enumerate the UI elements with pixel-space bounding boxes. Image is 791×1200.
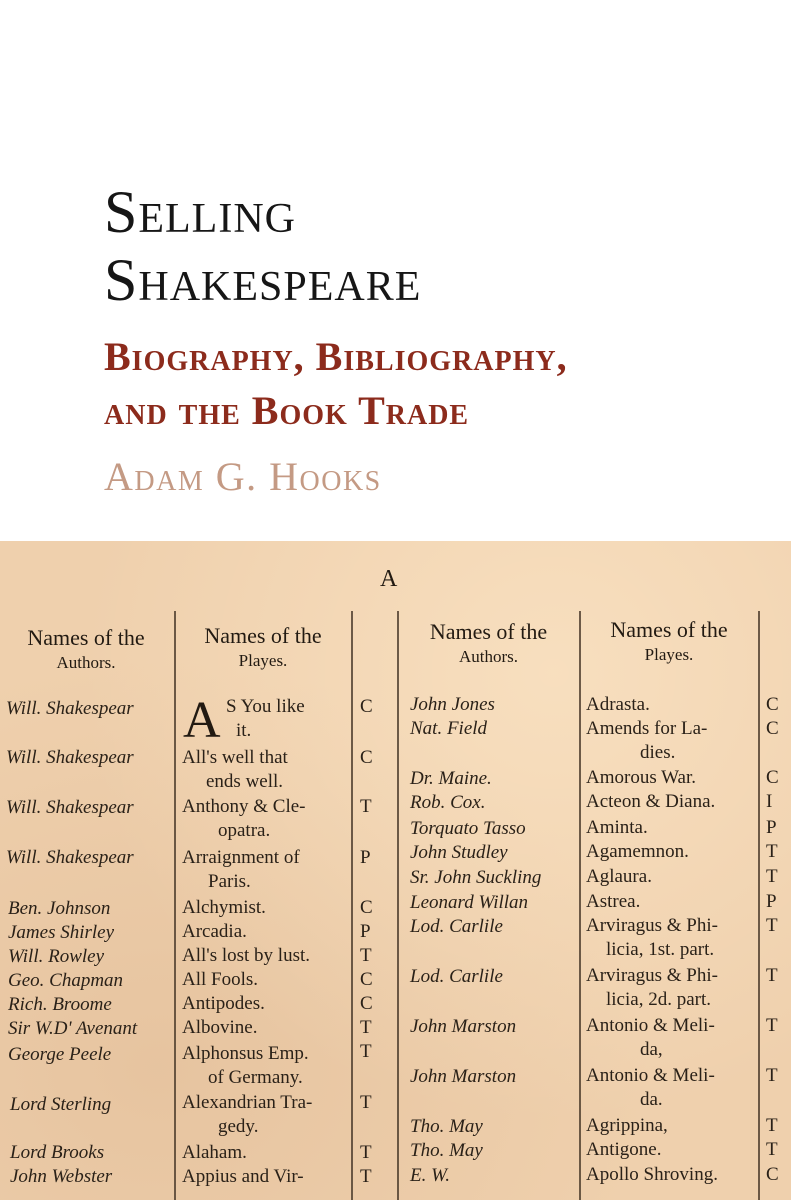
genre-code: C: [360, 897, 373, 918]
author-entry: George Peele: [8, 1044, 112, 1065]
author-entry: Will. Rowley: [8, 946, 105, 967]
header-line: Authors.: [458, 647, 519, 666]
play-entry: da.: [640, 1089, 663, 1110]
cover-title-panel: [0, 0, 791, 541]
header-line: Playes.: [644, 645, 694, 664]
play-entry: da,: [640, 1039, 663, 1060]
header-line: Names of the: [204, 623, 322, 648]
author-entry: E. W.: [410, 1165, 450, 1186]
genre-code: T: [360, 1017, 372, 1038]
play-entry: Arviragus & Phi-: [586, 915, 718, 936]
author-entry: Lord Sterling: [10, 1094, 112, 1115]
author-entry: Lod. Carlile: [410, 916, 503, 937]
play-entry: opatra.: [218, 820, 271, 841]
genre-code: C: [360, 969, 373, 990]
column-header-playes: [177, 623, 349, 673]
play-entry: All's lost by lust.: [182, 945, 310, 966]
author-entry: Rich. Broome: [8, 994, 112, 1015]
author-entry: John Studley: [410, 842, 508, 863]
author-entry: Tho. May: [410, 1140, 483, 1161]
genre-code: T: [360, 945, 372, 966]
play-entry: Antonio & Meli-: [586, 1015, 715, 1036]
play-entry: licia, 1st. part.: [606, 939, 715, 960]
author-entry: Leonard Willan: [410, 892, 529, 913]
author-entry: James Shirley: [8, 922, 115, 943]
play-entry: Arcadia.: [182, 921, 247, 942]
genre-code: C: [360, 993, 373, 1014]
page-signature: A: [380, 566, 398, 592]
author-entry: Tho. May: [410, 1116, 483, 1137]
column-rule: [579, 611, 581, 1200]
genre-code: T: [766, 915, 778, 936]
book-subtitle-line-2: and the Book Trade: [104, 388, 470, 433]
author-entry: Will. Shakespear: [6, 747, 134, 768]
genre-code: C: [766, 1164, 779, 1185]
genre-code: C: [360, 696, 373, 717]
genre-code: T: [766, 1139, 778, 1160]
column-rule: [174, 611, 176, 1200]
header-line: Names of the: [27, 625, 145, 650]
genre-code: C: [766, 718, 779, 739]
play-entry: Agrippina,: [586, 1115, 668, 1136]
genre-code: T: [360, 1092, 372, 1113]
play-entry: S You like: [226, 696, 305, 717]
author-entry: Dr. Maine.: [410, 768, 492, 789]
genre-code: T: [360, 1142, 372, 1163]
genre-code: P: [766, 891, 777, 912]
play-entry: All Fools.: [182, 969, 259, 990]
play-entry: Antipodes.: [182, 993, 265, 1014]
play-entry: All's well that: [182, 747, 288, 768]
genre-code: T: [360, 1166, 372, 1187]
author-entry: Lord Brooks: [10, 1142, 105, 1163]
play-entry: Alchymist.: [182, 897, 266, 918]
genre-code: P: [360, 847, 371, 868]
genre-code: T: [766, 1065, 778, 1086]
column-rule: [351, 611, 353, 1200]
header-line: Playes.: [238, 651, 288, 670]
author-entry: Geo. Chapman: [8, 970, 124, 991]
column-header-authors: [0, 625, 172, 675]
genre-code: I: [766, 791, 773, 812]
play-entry: Alphonsus Emp.: [182, 1043, 309, 1064]
author-entry: John Jones: [410, 694, 495, 715]
play-entry: Antonio & Meli-: [586, 1065, 715, 1086]
genre-code: T: [766, 841, 778, 862]
book-subtitle-line-1: Biography, Bibliography,: [104, 334, 568, 379]
play-entry: Amends for La-: [586, 718, 708, 739]
play-entry: Anthony & Cle-: [182, 796, 306, 817]
play-entry: Adrasta.: [586, 694, 650, 715]
book-title-line-1: Selling: [104, 179, 296, 245]
play-entry: Apollo Shroving.: [586, 1164, 718, 1185]
play-entry: Albovine.: [182, 1017, 258, 1038]
column-header-playes: [582, 617, 756, 667]
column-rule: [758, 611, 760, 1200]
author-entry: Torquato Tasso: [410, 818, 526, 839]
play-entry: Arraignment of: [182, 847, 300, 868]
genre-code: T: [360, 796, 372, 817]
genre-code: T: [766, 965, 778, 986]
genre-code: C: [360, 747, 373, 768]
author-entry: John Webster: [10, 1166, 113, 1187]
author-entry: Will. Shakespear: [6, 797, 134, 818]
play-entry: licia, 2d. part.: [606, 989, 711, 1010]
header-line: Names of the: [610, 617, 728, 642]
book-subtitle: [104, 330, 568, 438]
play-entry: Agamemnon.: [586, 841, 689, 862]
author-entry: Sir W.D' Avenant: [8, 1018, 138, 1039]
author-entry: John Marston: [410, 1066, 517, 1087]
genre-code: C: [766, 767, 779, 788]
author-entry: Rob. Cox.: [410, 792, 486, 813]
genre-code: T: [766, 1015, 778, 1036]
author-entry: John Marston: [410, 1016, 517, 1037]
play-entry: ends well.: [206, 771, 284, 792]
play-entry: of Germany.: [208, 1067, 303, 1088]
play-entry: Antigone.: [586, 1139, 662, 1160]
genre-code: T: [766, 1115, 778, 1136]
genre-code: P: [766, 817, 777, 838]
play-entry: it.: [236, 720, 252, 741]
play-entry: Arviragus & Phi-: [586, 965, 718, 986]
header-line: Names of the: [429, 619, 548, 644]
play-entry: Alaham.: [182, 1142, 247, 1163]
play-entry: Amorous War.: [586, 767, 697, 788]
header-line: Authors.: [56, 653, 116, 672]
author-entry: Nat. Field: [410, 718, 488, 739]
play-entry: Alexandrian Tra-: [182, 1092, 313, 1113]
play-entry: gedy.: [218, 1116, 259, 1137]
genre-code: P: [360, 921, 371, 942]
drop-cap: A: [183, 692, 221, 749]
author-entry: Lod. Carlile: [410, 966, 503, 987]
play-entry: Appius and Vir-: [182, 1166, 304, 1187]
column-header-authors: [400, 619, 577, 669]
book-author: Adam G. Hooks: [104, 454, 382, 499]
catalogue-page-image: [0, 541, 791, 1200]
book-title-line-2: Shakespeare: [104, 247, 422, 313]
play-entry: Aglaura.: [586, 866, 652, 887]
play-entry: Paris.: [208, 871, 251, 892]
book-title: [104, 178, 421, 314]
genre-code: T: [360, 1041, 372, 1062]
play-entry: dies.: [640, 742, 676, 763]
author-entry: Will. Shakespear: [6, 847, 134, 868]
author-entry: Ben. Johnson: [8, 898, 111, 919]
play-entry: Astrea.: [586, 891, 641, 912]
author-entry: Sr. John Suckling: [410, 867, 542, 888]
play-entry: Aminta.: [586, 817, 648, 838]
play-entry: Acteon & Diana.: [586, 791, 716, 812]
author-entry: Will. Shakespear: [6, 698, 134, 719]
genre-code: C: [766, 694, 779, 715]
genre-code: T: [766, 866, 778, 887]
column-rule: [397, 611, 399, 1200]
